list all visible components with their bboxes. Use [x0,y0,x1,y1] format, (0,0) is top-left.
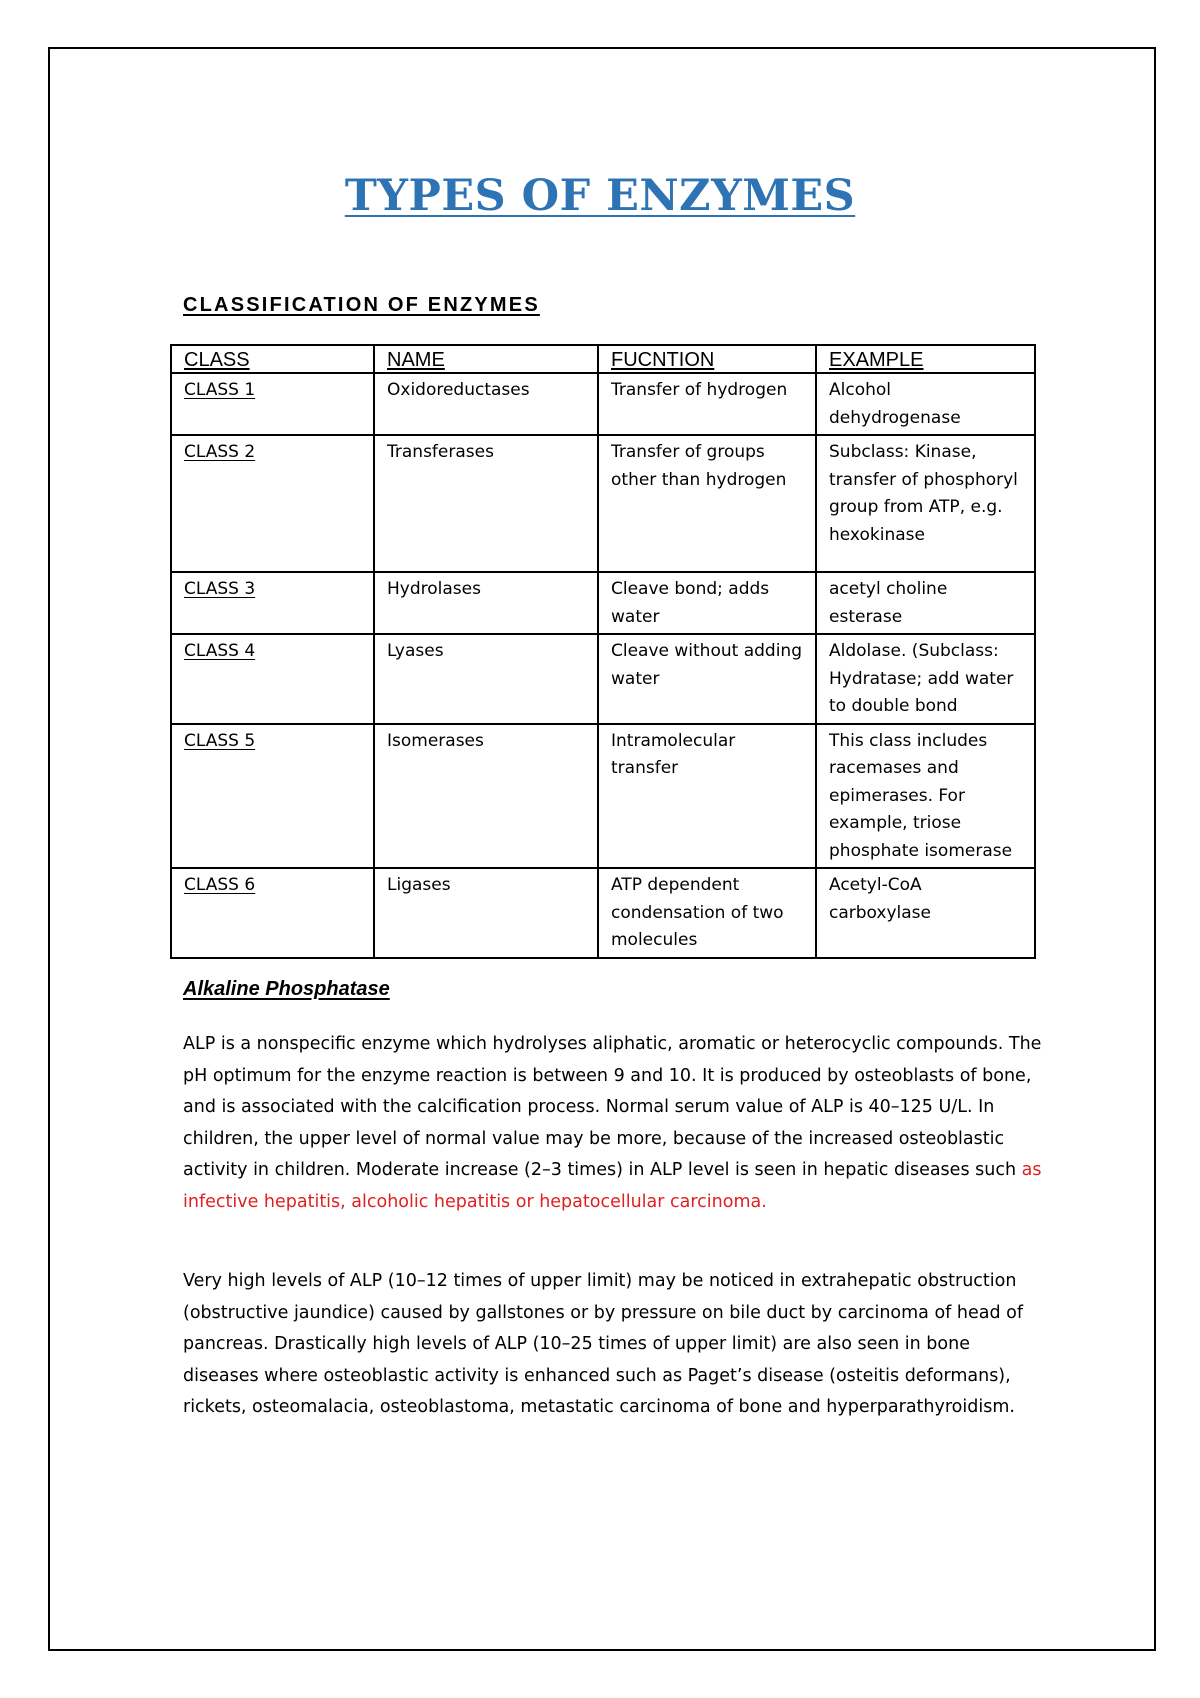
cell-example: Alcohol dehydrogenase [816,373,1035,435]
cell-name: Oxidoreductases [374,373,598,435]
cell-function: Cleave bond; adds water [598,572,816,634]
cell-function: ATP dependent condensation of two molecules [598,868,816,958]
header-class: CLASS [171,345,374,373]
cell-name: Ligases [374,868,598,958]
cell-function: Transfer of hydrogen [598,373,816,435]
table-row [171,435,1035,572]
cell-example: Subclass: Kinase, transfer of phosphoryl group from ATP, e.g. hexokinase [816,435,1035,572]
cell-class: CLASS 4 [171,634,374,724]
table-row [171,634,1035,724]
alp-paragraph-1-text: ALP is a nonspecific enzyme which hydrolyses aliphatic, aromatic or heterocyclic compounds. The pH optimum for the enzyme reaction is between 9 and 10. It is produced by osteoblasts of bone, and is associated with the calcification process. Normal serum value of ALP is 40–125 U/L. In children, the upper level of normal value may be more, because of the increased osteoblastic activity in children. Moderate increase (2–3 times) in ALP level is seen in hepatic diseases such [183,1034,1042,1180]
cell-class: CLASS 6 [171,868,374,958]
cell-example: Aldolase. (Subclass: Hydratase; add water to double bond [816,634,1035,724]
cell-class: CLASS 2 [171,435,374,572]
cell-name: Hydrolases [374,572,598,634]
cell-function: Intramolecular transfer [598,724,816,869]
header-example: EXAMPLE [816,345,1035,373]
header-function: FUCNTION [598,345,816,373]
alp-heading: Alkaline Phosphatase [183,978,390,1000]
cell-example: This class includes racemases and epimerases. For example, triose phosphate isomerase [816,724,1035,869]
cell-example: Acetyl-CoA carboxylase [816,868,1035,958]
enzyme-classification-table [170,344,1036,959]
cell-name: Transferases [374,435,598,572]
cell-function: Transfer of groups other than hydrogen [598,435,816,572]
cell-class: CLASS 3 [171,572,374,634]
cell-function: Cleave without adding water [598,634,816,724]
cell-name: Lyases [374,634,598,724]
cell-example: acetyl choline esterase [816,572,1035,634]
table-row [171,373,1035,435]
table-row [171,724,1035,869]
table-row [171,572,1035,634]
table-header-row [171,345,1035,373]
header-name: NAME [374,345,598,373]
alp-paragraph-1-highlight: as infective hepatitis, alcoholic hepatitis or hepatocellular carcinoma. [183,1160,1042,1212]
alp-paragraph-2: Very high levels of ALP (10–12 times of upper limit) may be noticed in extrahepatic obstruction (obstructive jaundice) caused by gallstones or by pressure on bile duct by carcinoma of head of pancreas. Drastically high levels of ALP (10–25 times of upper limit) are also seen in bone diseases where osteoblastic activity is enhanced such as Paget’s disease (osteitis deformans), rickets, osteomalacia, osteoblastoma, metastatic carcinoma of bone and hyperparathyroidism. [183,1271,1024,1417]
alp-paragraph-1 [183,1029,1043,1218]
section-heading: CLASSIFICATION OF ENZYMES [183,294,540,316]
page-title: TYPES OF ENZYMES [344,171,856,221]
table-row [171,868,1035,958]
cell-name: Isomerases [374,724,598,869]
cell-class: CLASS 1 [171,373,374,435]
cell-class: CLASS 5 [171,724,374,869]
